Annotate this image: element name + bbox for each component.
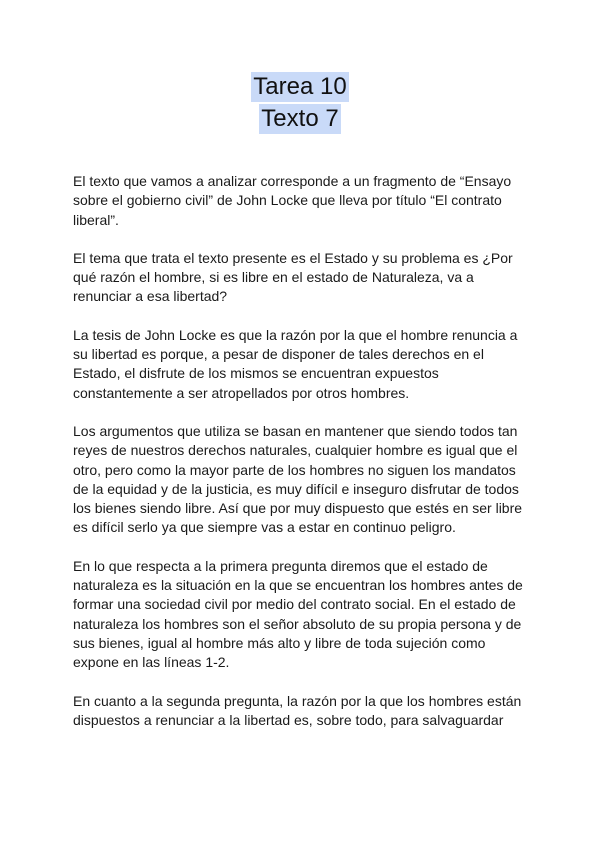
- title-block: [0, 72, 600, 136]
- document-body: [73, 172, 533, 749]
- document-title: Tarea 10: [253, 73, 347, 100]
- document-subtitle: Texto 7: [261, 105, 339, 132]
- paragraph-intro: El texto que vamos a analizar corresponde a un fragmento de “Ensayo sobre el gobierno civil” de John Locke que lleva por título “El contrato liberal”.: [73, 173, 512, 228]
- paragraph-second-question: En cuanto a la segunda pregunta, la razón por la que los hombres están dispuestos a renunciar a la libertad es, sobre todo, para salvaguardar: [73, 692, 522, 728]
- paragraph-thesis: La tesis de John Locke es que la razón por la que el hombre renuncia a su libertad es porque, a pesar de disponer de tales derechos en el Estado, el disfrute de los mismos se encuentran expuestos constantemente a ser atropellados por otros hombres.: [73, 326, 518, 401]
- paragraph-arguments: Los argumentos que utiliza se basan en mantener que siendo todos tan reyes de nuestros derechos naturales, cualquier hombre es igual que el otro, pero como la mayor parte de los hombres no siguen los mandatos de la equidad y de la justicia, es muy difícil e inseguro disfrutar de todos los bienes siendo libre. Así que por muy dispuesto que estés en ser libre es difícil serlo ya que siempre vas a estar en continuo peligro.: [73, 422, 523, 536]
- paragraph-topic: El tema que trata el texto presente es el Estado y su problema es ¿Por qué razón el hombre, si es libre en el estado de Naturaleza, va a renunciar a esa libertad?: [73, 249, 513, 305]
- paragraph-first-question: En lo que respecta a la primera pregunta diremos que el estado de naturaleza es la situación en la que se encuentran los hombres antes de formar una sociedad civil por medio del contrato social. En el estado de naturaleza los hombres son el señor absoluto de su propia persona y de sus bienes, igual al hombre más alto y libre de toda sujeción como expone en las líneas 1-2.: [73, 557, 523, 671]
